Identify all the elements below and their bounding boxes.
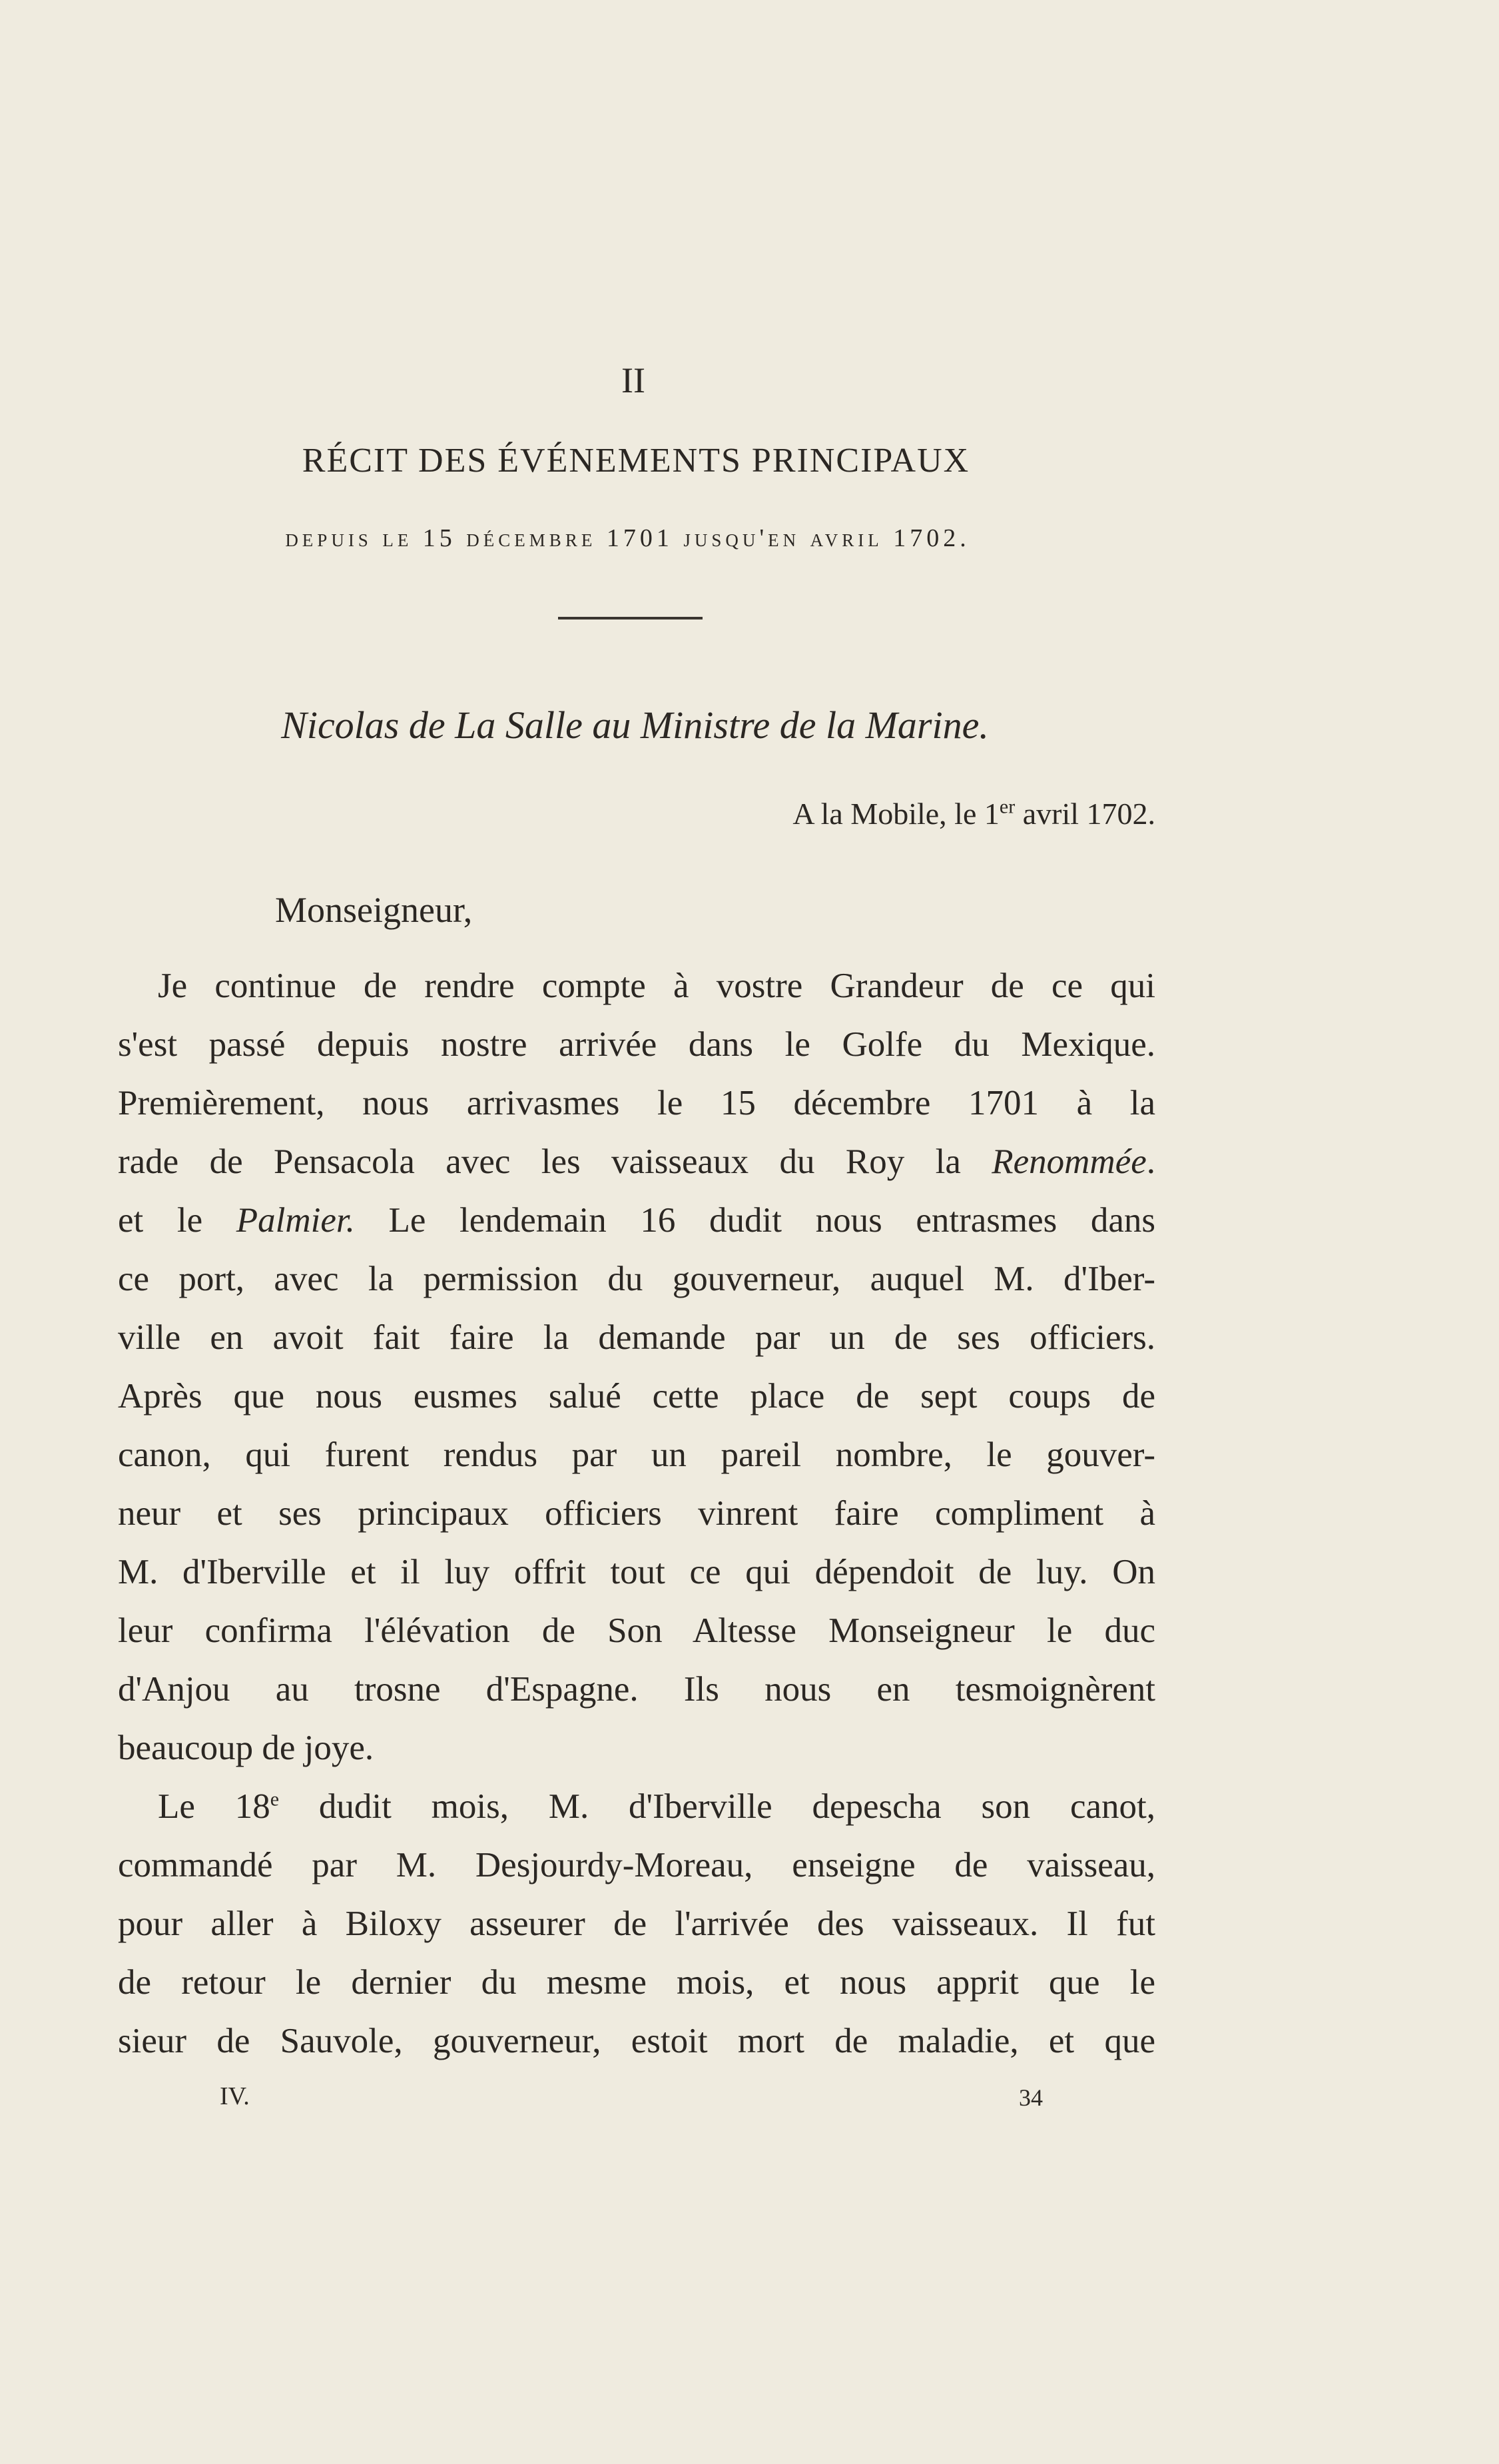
text-segment: Le lendemain 16 dudit nous entrasmes dans xyxy=(354,1201,1156,1240)
text-line xyxy=(118,1132,1155,1191)
letter-heading: Nicolas de La Salle au Ministre de la Marine. xyxy=(281,703,989,747)
text-line xyxy=(118,1308,1155,1367)
text-segment: Je continue de rendre compte à vostre Grandeur de ce qui xyxy=(158,967,1155,1005)
letter-body xyxy=(118,957,1155,2070)
text-segment: neur et ses principaux officiers vinrent faire compliment à xyxy=(118,1494,1155,1533)
text-segment: ville en avoit fait faire la demande par un de ses officiers. xyxy=(118,1318,1155,1357)
text-segment: avril 1702. xyxy=(1015,797,1155,831)
text-segment: de retour le dernier du mesme mois, et nous apprit que le xyxy=(118,1963,1155,2002)
text-segment: ce port, avec la permission du gouverneur, auquel M. d'Iber- xyxy=(118,1260,1155,1298)
text-line xyxy=(118,1074,1155,1132)
text-segment: d'Anjou au trosne d'Espagne. Ils nous en tesmoignèrent xyxy=(118,1670,1155,1709)
text-line xyxy=(118,1601,1155,1660)
signature-mark: IV. xyxy=(220,2082,250,2110)
chapter-subtitle: depuis le 15 décembre 1701 jusqu'en avril 1702. xyxy=(285,524,970,552)
divider-rule xyxy=(558,617,703,619)
text-segment: A la Mobile, le 1 xyxy=(792,797,1000,831)
superscript: e xyxy=(270,1788,280,1811)
text-line xyxy=(118,1777,1155,1836)
italic-text: Palmier. xyxy=(236,1201,355,1240)
text-segment: et le xyxy=(118,1201,236,1240)
superscript: er xyxy=(999,795,1016,818)
text-segment: commandé par M. Desjourdy-Moreau, enseigne de vaisseau, xyxy=(118,1846,1155,1884)
text-line xyxy=(118,1836,1155,1894)
text-segment: dudit mois, M. d'Iberville depescha son canot, xyxy=(279,1787,1155,1826)
dateline xyxy=(647,796,1155,831)
text-segment: pour aller à Biloxy asseurer de l'arrivée des vaisseaux. Il fut xyxy=(118,1904,1155,1943)
text-line xyxy=(118,1543,1155,1601)
salutation: Monseigneur, xyxy=(275,890,473,930)
text-line xyxy=(118,1426,1155,1484)
chapter-number: II xyxy=(621,360,645,400)
text-segment: rade de Pensacola avec les vaisseaux du Roy la xyxy=(118,1142,992,1181)
text-line xyxy=(118,957,1155,1015)
italic-text: Renommée xyxy=(992,1142,1147,1181)
text-line xyxy=(118,1250,1155,1308)
text-line xyxy=(118,1015,1155,1074)
text-segment: canon, qui furent rendus par un pareil nombre, le gouver- xyxy=(118,1436,1155,1474)
text-line xyxy=(118,1894,1155,1953)
text-line xyxy=(118,1191,1155,1250)
text-segment: Le 18 xyxy=(158,1787,270,1826)
text-segment: sieur de Sauvole, gouverneur, estoit mort de maladie, et que xyxy=(118,2022,1155,2060)
text-line xyxy=(118,1719,1155,1777)
text-line xyxy=(118,1953,1155,2012)
text-segment: Après que nous eusmes salué cette place de sept coups de xyxy=(118,1377,1155,1416)
text-segment: M. d'Iberville et il luy offrit tout ce qui dépendoit de luy. On xyxy=(118,1553,1155,1591)
text-line xyxy=(118,1660,1155,1719)
text-segment: leur confirma l'élévation de Son Altesse Monseigneur le duc xyxy=(118,1611,1155,1650)
text-segment: s'est passé depuis nostre arrivée dans le Golfe du Mexique. xyxy=(118,1025,1155,1064)
text-line xyxy=(118,1484,1155,1543)
text-segment: Premièrement, nous arrivasmes le 15 décembre 1701 à la xyxy=(118,1084,1155,1122)
chapter-title: RÉCIT DES ÉVÉNEMENTS PRINCIPAUX xyxy=(302,442,970,480)
text-segment: beaucoup de joye. xyxy=(118,1729,374,1767)
text-line xyxy=(118,2012,1155,2070)
text-line xyxy=(118,1367,1155,1426)
page-number: 34 xyxy=(1019,2084,1043,2111)
text-segment: . xyxy=(1146,1142,1155,1181)
